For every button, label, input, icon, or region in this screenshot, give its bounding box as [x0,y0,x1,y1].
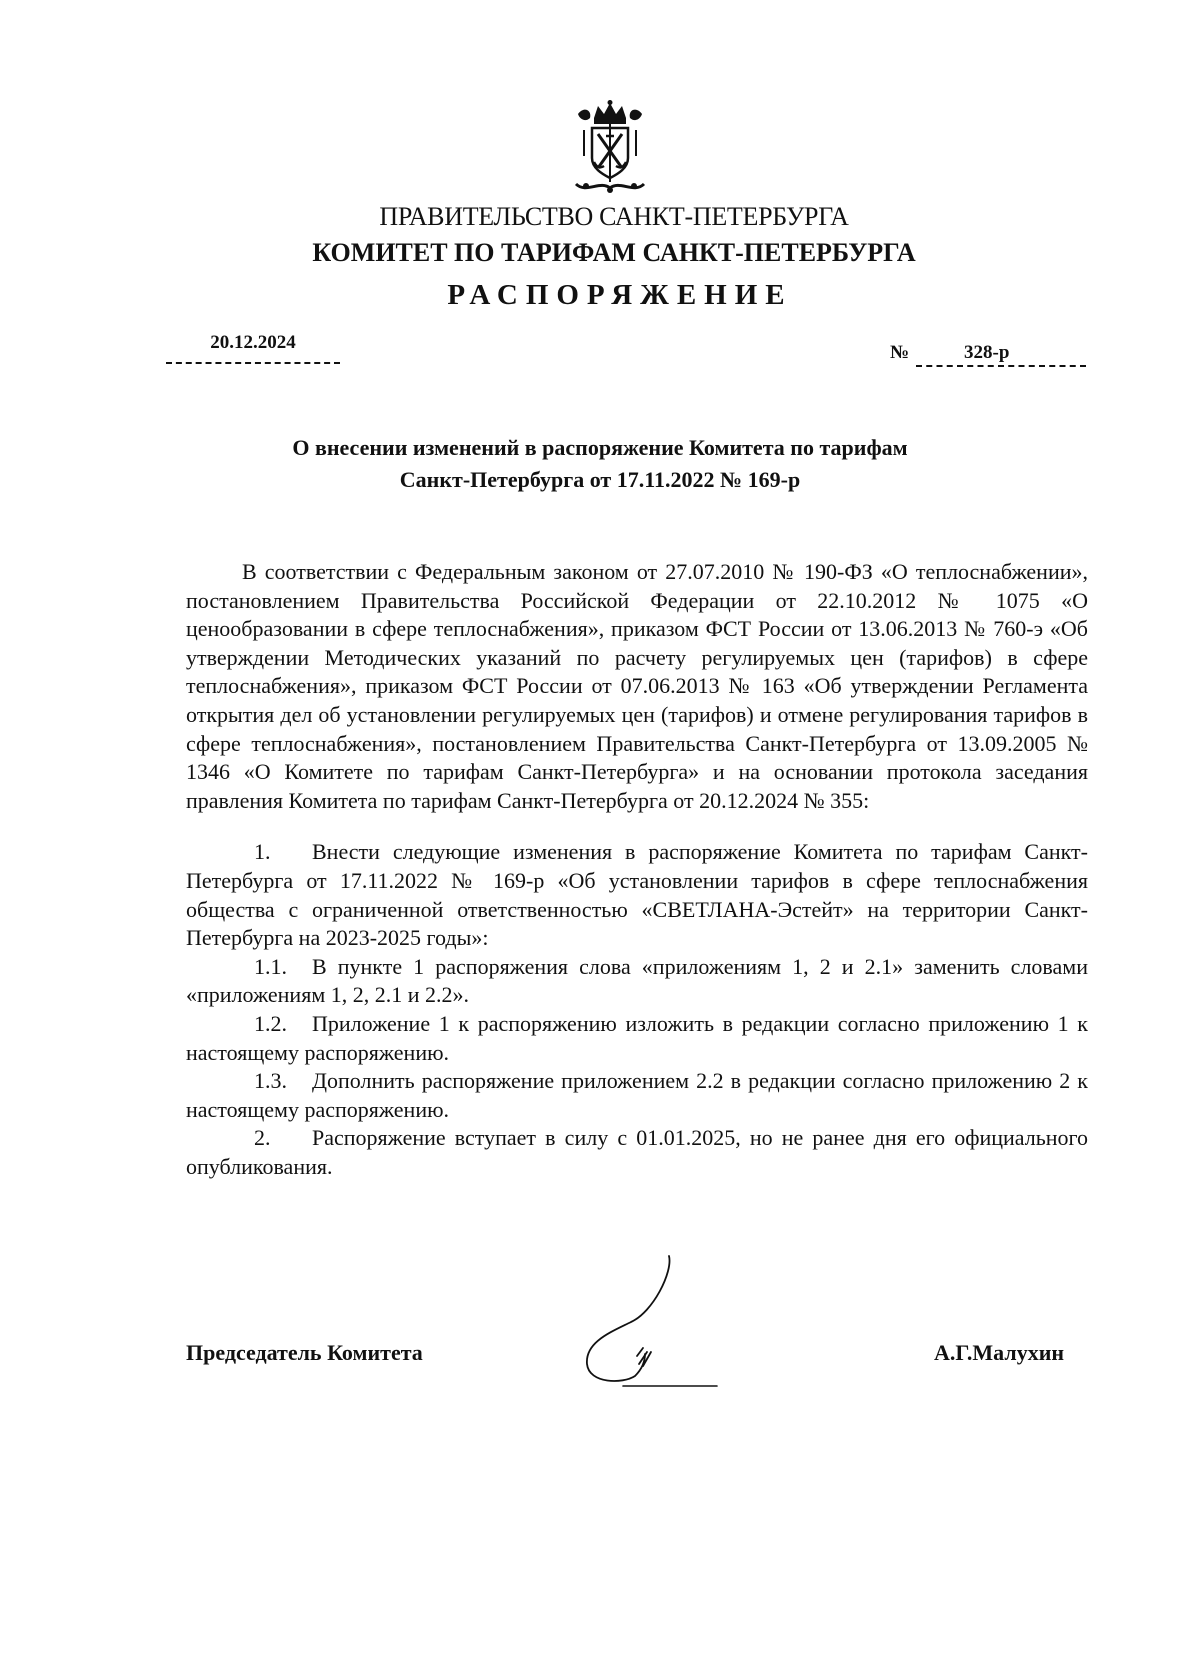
clause-2 [186,1124,1088,1181]
clause-number: 1.1. [254,953,287,979]
document-number-field [890,340,1086,370]
clause-1-3 [186,1067,1088,1124]
clause-text: В пункте 1 распоряжения слова «приложениям 1, 2 и 2.1» заменить словами «приложениям 1, 2, 2.1 и 2.2». [186,953,1088,1008]
document-subject [150,432,1050,496]
clause-number: 1. [254,839,271,865]
clause-number: 1.3. [254,1068,287,1094]
document-number: 328-р [964,342,1010,363]
signatory-title: Председатель Комитета [186,1340,423,1365]
clause-1 [186,838,1088,952]
clause-1-1 [186,953,1088,1010]
clause-number: 1.2. [254,1010,287,1036]
preamble-paragraph: В соответствии с Федеральным законом от 27.07.2010 № 190-ФЗ «О теплоснабжении», постановлением Правительства Российской Федерации от 22.10.2012 № 1075 «О ценообразовании в сфере теплоснабжения», приказом ФСТ России от 13.06.2013 № 760-э «Об утверждении Методических указаний по расчету регулируемых цен (тарифов) в сфере теплоснабжения», приказом ФСТ России от 07.06.2013 № 163 «Об утверждении Регламента открытия дел об установлении регулируемых цен (тарифов) и отмене регулирования тарифов в сфере теплоснабжения», постановлением Правительства Санкт-Петербурга от 13.09.2005 № 1346 «О Комитете по тарифам Санкт-Петербурга» и на основании протокола заседания правления Комитета по тарифам Санкт-Петербурга от 20.12.2024 № 355: [186,559,1088,813]
clause-text: Внести следующие изменения в распоряжение Комитета по тарифам Санкт-Петербурга от 17.11.2022 № 169-р «Об установлении тарифов в сфере теплоснабжения общества с ограниченной ответственностью «СВЕТЛАНА-Эстейт» на территории Санкт-Петербурга на 2023-2025 годы»: [186,839,1088,951]
government-title: ПРАВИТЕЛЬСТВО САНКТ-ПЕТЕРБУРГА [379,202,849,231]
clause-text: Дополнить распоряжение приложением 2.2 в редакции согласно приложению 2 к настоящему распоряжению. [186,1068,1088,1122]
committee-title: КОМИТЕТ ПО ТАРИФАМ САНКТ-ПЕТЕРБУРГА [312,238,916,267]
date-underline [166,362,340,364]
clause-1-2 [186,1010,1088,1067]
subject-line-2: Санкт-Петербурга от 17.11.2022 № 169-р [399,467,801,492]
subject-line-1: О внесении изменений в распоряжение Комитета по тарифам [292,435,908,460]
clause-number: 2. [254,1125,271,1151]
number-underline [916,365,1086,367]
handwritten-signature-icon [583,1252,718,1392]
clause-text: Приложение 1 к распоряжению изложить в редакции согласно приложению 1 к настоящему распоряжению. [186,1010,1088,1065]
document-body [186,558,1088,1181]
document-date: 20.12.2024 [210,332,296,353]
document-type: РАСПОРЯЖЕНИЕ [447,279,793,311]
signatory-name: А.Г.Малухин [934,1340,1065,1365]
document-date-field [166,332,340,354]
spb-coat-of-arms-icon [570,100,650,195]
number-sign: № [890,342,910,363]
clause-text: Распоряжение вступает в силу с 01.01.2025, но не ранее дня его официального опубликования. [186,1125,1088,1179]
